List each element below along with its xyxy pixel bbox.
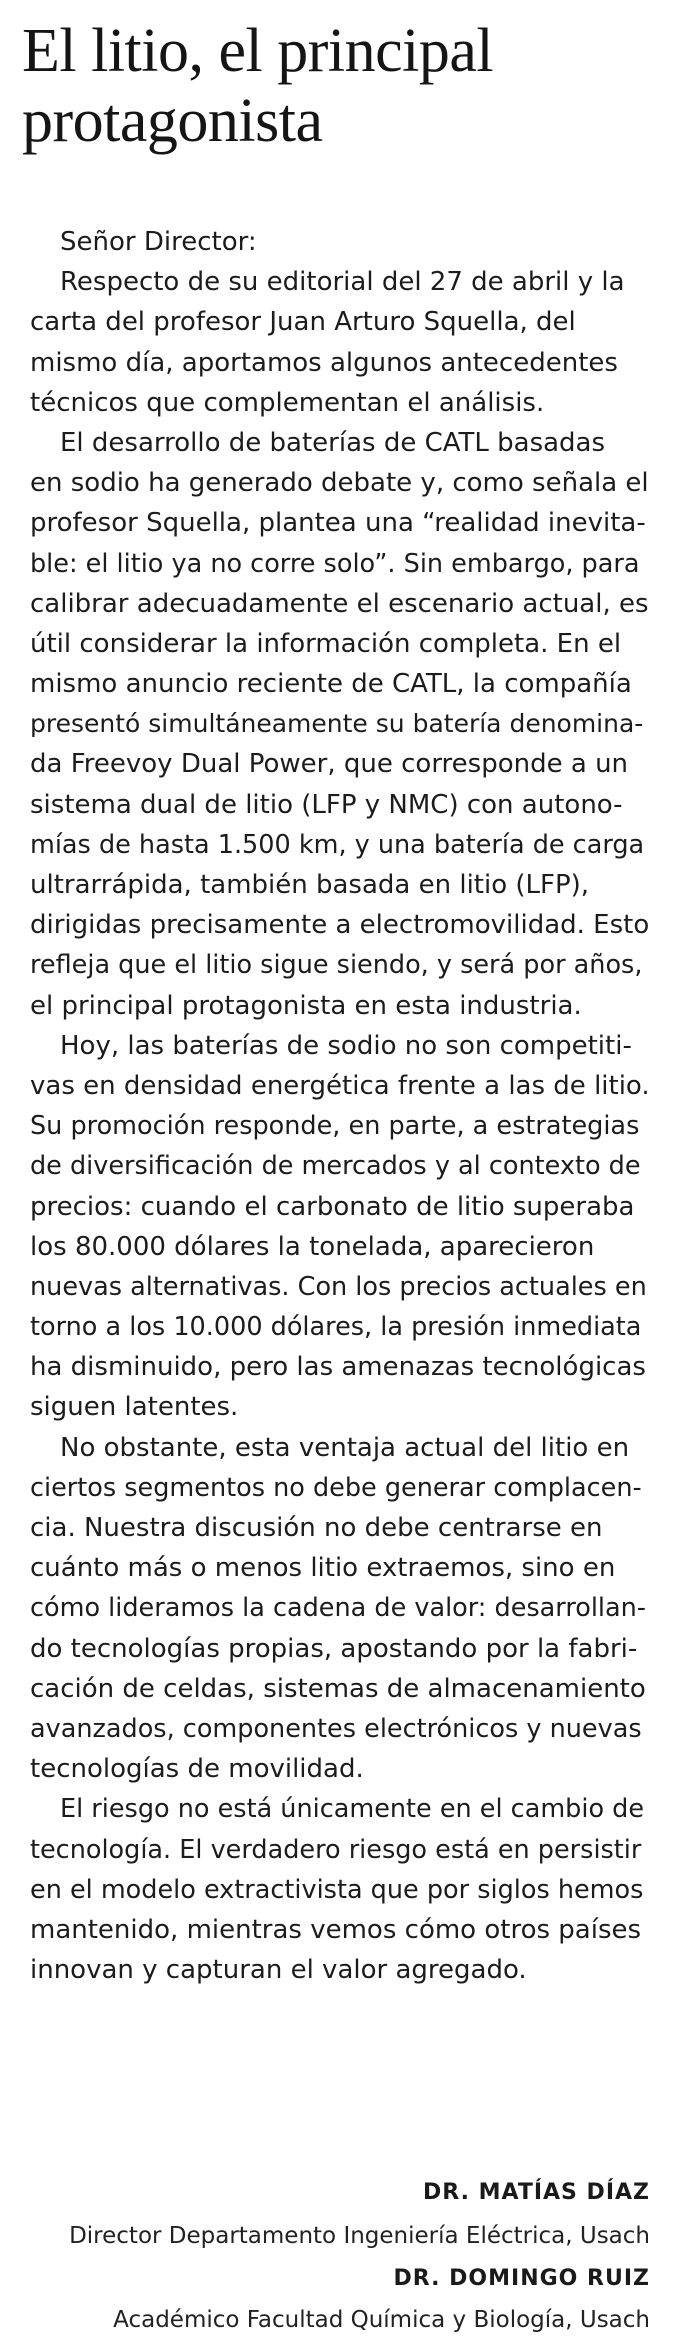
body-line: torno a los 10.000 dólares, la presión inmediata	[30, 1312, 642, 1343]
body-line: nuevas alternativas. Con los precios actuales en	[30, 1271, 647, 1302]
headline	[22, 16, 662, 156]
body-line: Señor Director:	[60, 227, 257, 257]
body-line: Hoy, las baterías de sodio no son competiti-	[60, 1030, 632, 1061]
body-line: ciertos segmentos no debe generar complacen-	[30, 1472, 642, 1503]
body-line: refleja que el litio sigue siendo, y será por años,	[30, 950, 643, 981]
signature-role-2: Académico Facultad Química y Biología, Usach	[113, 2307, 650, 2333]
body-line: sistema dual de litio (LFP y NMC) con autono-	[30, 789, 623, 820]
body-line: útil considerar la información completa. En el	[30, 628, 622, 659]
body-line: dirigidas precisamente a electromovilidad. Esto	[30, 910, 650, 941]
body-line: cación de celdas, sistemas de almacenamiento	[30, 1673, 646, 1704]
body-line: tecnología. El verdadero riesgo está en persistir	[30, 1834, 642, 1865]
body-line: mantenido, mientras vemos cómo otros países	[30, 1914, 642, 1945]
body-line: Respecto de su editorial del 27 de abril y la	[60, 267, 625, 298]
body-line: precios: cuando el carbonato de litio superaba	[30, 1191, 635, 1222]
body-line: calibrar adecuadamente el escenario actual, es	[30, 588, 649, 619]
body-line: da Freevoy Dual Power, que corresponde a un	[30, 749, 629, 780]
body-line: cia. Nuestra discusión no debe centrarse en	[30, 1513, 603, 1543]
body-line: en sodio ha generado debate y, como señala el	[30, 468, 649, 499]
body-line: mías de hasta 1.500 km, y una batería de carga	[30, 829, 645, 860]
body-line: El desarrollo de baterías de CATL basadas	[60, 427, 606, 458]
body-line: avanzados, componentes electrónicos y nuevas	[30, 1713, 642, 1744]
body-line: No obstante, esta ventaja actual del litio en	[60, 1432, 630, 1463]
body-line: cómo lideramos la cadena de valor: desarrollan-	[30, 1593, 647, 1624]
signature-role-1: Director Departamento Ingeniería Eléctrica, Usach	[69, 2223, 650, 2249]
signature-name-2: DR. DOMINGO RUIZ	[393, 2266, 650, 2291]
body-line: carta del profesor Juan Arturo Squella, del	[30, 307, 576, 338]
body-line: mismo día, aportamos algunos antecedentes	[30, 347, 618, 378]
body-line: Su promoción responde, en parte, a estrategias	[30, 1111, 640, 1142]
headline-line-1: El litio, el principal	[22, 17, 494, 85]
body-line: cuánto más o menos litio extraemos, sino en	[30, 1553, 616, 1584]
body-line: los 80.000 dólares la tonelada, aparecieron	[30, 1231, 595, 1262]
letter-body	[30, 222, 650, 1990]
body-line: en el modelo extractivista que por siglos hemos	[30, 1874, 644, 1905]
body-line: ultrarrápida, también basada en litio (LFP),	[30, 870, 590, 900]
body-line: vas en densidad energética frente a las de litio.	[30, 1070, 650, 1101]
body-line: tecnologías de movilidad.	[30, 1754, 364, 1785]
body-line: ble: el litio ya no corre solo”. Sin embargo, para	[30, 548, 640, 579]
body-line: El riesgo no está únicamente en el cambio de	[60, 1794, 645, 1825]
body-line: técnicos que complementan el análisis.	[30, 387, 545, 418]
body-line: profesor Squella, plantea una “realidad inevita-	[30, 508, 646, 539]
body-line: presentó simultáneamente su batería denomina-	[30, 709, 644, 739]
body-line: de diversificación de mercados y al contexto de	[30, 1151, 641, 1182]
headline-line-2: protagonista	[22, 87, 323, 155]
body-line: do tecnologías propias, apostando por la fabri-	[30, 1633, 638, 1664]
signature-name-1: DR. MATÍAS DÍAZ	[423, 2180, 650, 2205]
body-line: siguen latentes.	[30, 1392, 239, 1423]
body-line: mismo anuncio reciente de CATL, la compañía	[30, 669, 632, 700]
body-line: innovan y capturan el valor agregado.	[30, 1955, 527, 1986]
body-line: el principal protagonista en esta industria.	[30, 990, 582, 1021]
body-line: ha disminuido, pero las amenazas tecnológicas	[30, 1352, 646, 1383]
